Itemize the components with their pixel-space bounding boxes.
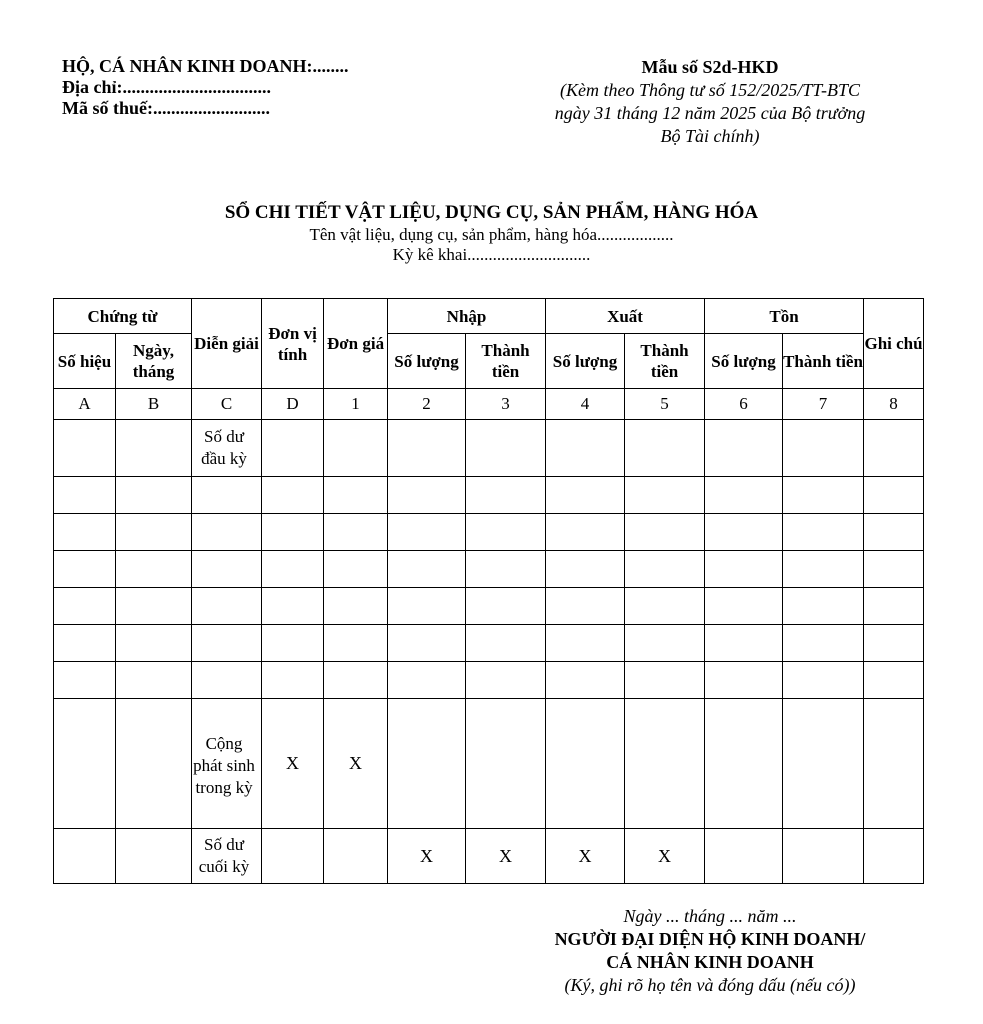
table-cell <box>783 477 864 514</box>
column-code: 8 <box>864 389 924 420</box>
table-cell <box>116 829 192 884</box>
header-out-amount: Thành tiền <box>625 334 705 389</box>
table-cell <box>783 588 864 625</box>
address-line: Địa chỉ:................................. <box>62 77 271 97</box>
table-row <box>54 514 924 551</box>
header-outbound: Xuất <box>546 299 705 334</box>
table-cell <box>466 420 546 477</box>
table-cell <box>783 829 864 884</box>
in-qty-x-mark: X <box>388 829 466 884</box>
header-row-2 <box>54 334 924 389</box>
table-cell <box>324 477 388 514</box>
table-cell <box>705 420 783 477</box>
table-cell <box>625 699 705 829</box>
header-out-qty: Số lượng <box>546 334 625 389</box>
table-cell <box>54 420 116 477</box>
header-stock-amount: Thành tiền <box>783 334 864 389</box>
table-cell <box>116 420 192 477</box>
header-inbound: Nhập <box>388 299 546 334</box>
table-cell <box>324 420 388 477</box>
table-cell <box>466 477 546 514</box>
table-cell <box>116 477 192 514</box>
table-cell <box>388 699 466 829</box>
column-code: 5 <box>625 389 705 420</box>
header-voucher-date: Ngày, tháng <box>116 334 192 389</box>
table-row <box>54 625 924 662</box>
table-cell <box>466 625 546 662</box>
table-cell <box>625 662 705 699</box>
table-row <box>54 588 924 625</box>
header-voucher: Chứng từ <box>54 299 192 334</box>
table-cell <box>192 551 262 588</box>
table-cell <box>783 514 864 551</box>
table-cell <box>546 551 625 588</box>
form-ref-line-3: Bộ Tài chính) <box>660 126 760 146</box>
header-description: Diễn giải <box>192 299 262 389</box>
table-cell <box>864 477 924 514</box>
unit-x-mark: X <box>262 699 324 829</box>
table-cell <box>192 588 262 625</box>
table-cell <box>116 662 192 699</box>
table-cell <box>466 514 546 551</box>
table-cell <box>466 699 546 829</box>
table-cell <box>262 477 324 514</box>
header-stock: Tồn <box>705 299 864 334</box>
column-code: 6 <box>705 389 783 420</box>
table-cell <box>262 514 324 551</box>
table-cell <box>705 699 783 829</box>
closing-balance-row <box>54 829 924 884</box>
table-cell <box>324 588 388 625</box>
table-cell <box>783 662 864 699</box>
table-cell <box>388 588 466 625</box>
closing-balance-label: Số dư cuối kỳ <box>192 829 262 884</box>
column-code: D <box>262 389 324 420</box>
table-cell <box>546 420 625 477</box>
price-x-mark: X <box>324 699 388 829</box>
table-cell <box>705 551 783 588</box>
form-number: Mẫu số S2d-HKD <box>641 57 779 77</box>
table-cell <box>625 477 705 514</box>
table-cell <box>864 829 924 884</box>
table-cell <box>546 477 625 514</box>
table-cell <box>54 829 116 884</box>
document-title-block <box>0 201 983 265</box>
table-cell <box>864 420 924 477</box>
period-total-row <box>54 699 924 829</box>
table-cell <box>783 551 864 588</box>
table-cell <box>262 829 324 884</box>
table-cell <box>864 699 924 829</box>
table-cell <box>116 551 192 588</box>
table-cell <box>262 420 324 477</box>
form-ref-line-2: ngày 31 tháng 12 năm 2025 của Bộ trưởng <box>554 103 866 123</box>
table-cell <box>783 625 864 662</box>
table-cell <box>324 551 388 588</box>
in-amount-x-mark: X <box>466 829 546 884</box>
table-cell <box>466 662 546 699</box>
column-code-row <box>54 389 924 420</box>
table-cell <box>192 625 262 662</box>
business-info <box>62 56 349 119</box>
table-cell <box>705 662 783 699</box>
table-cell <box>546 514 625 551</box>
table-cell <box>116 514 192 551</box>
table-cell <box>783 420 864 477</box>
form-reference <box>500 56 920 148</box>
out-qty-x-mark: X <box>546 829 625 884</box>
table-cell <box>324 662 388 699</box>
table-cell <box>388 551 466 588</box>
table-cell <box>116 625 192 662</box>
table-cell <box>625 420 705 477</box>
table-cell <box>388 625 466 662</box>
table-cell <box>262 551 324 588</box>
header-note: Ghi chú <box>864 299 924 389</box>
ledger-table <box>53 298 924 884</box>
table-cell <box>864 662 924 699</box>
header-in-qty: Số lượng <box>388 334 466 389</box>
table-row <box>54 662 924 699</box>
table-cell <box>705 829 783 884</box>
table-cell <box>864 625 924 662</box>
document-title: SỔ CHI TIẾT VẬT LIỆU, DỤNG CỤ, SẢN PHẨM, HÀNG HÓA <box>224 202 759 223</box>
table-cell <box>705 625 783 662</box>
table-cell <box>546 662 625 699</box>
column-code: 7 <box>783 389 864 420</box>
tax-code-line: Mã số thuế:.......................... <box>62 98 270 118</box>
table-cell <box>466 588 546 625</box>
table-cell <box>864 588 924 625</box>
table-cell <box>466 551 546 588</box>
table-cell <box>625 625 705 662</box>
table-cell <box>864 514 924 551</box>
column-code: 1 <box>324 389 388 420</box>
table-cell <box>192 662 262 699</box>
header-unit: Đơn vị tính <box>262 299 324 389</box>
table-cell <box>116 588 192 625</box>
form-ref-line-1: (Kèm theo Thông tư số 152/2025/TT-BTC <box>559 80 860 100</box>
table-cell <box>625 588 705 625</box>
table-cell <box>783 699 864 829</box>
table-cell <box>546 625 625 662</box>
period-line: Kỳ kê khai............................. <box>392 245 591 264</box>
signer-title-line-2: CÁ NHÂN KINH DOANH <box>606 952 814 972</box>
column-code: B <box>116 389 192 420</box>
column-code: C <box>192 389 262 420</box>
header-voucher-number: Số hiệu <box>54 334 116 389</box>
table-cell <box>54 588 116 625</box>
table-cell <box>262 588 324 625</box>
out-amount-x-mark: X <box>625 829 705 884</box>
opening-balance-row <box>54 420 924 477</box>
item-name-line: Tên vật liệu, dụng cụ, sản phẩm, hàng hóa.................. <box>309 225 674 244</box>
table-cell <box>388 514 466 551</box>
table-cell <box>705 514 783 551</box>
table-cell <box>625 551 705 588</box>
table-cell <box>388 662 466 699</box>
table-cell <box>262 625 324 662</box>
table-cell <box>54 699 116 829</box>
table-cell <box>546 699 625 829</box>
header-stock-qty: Số lượng <box>705 334 783 389</box>
header-row-1 <box>54 299 924 334</box>
table-cell <box>625 514 705 551</box>
table-cell <box>705 588 783 625</box>
table-cell <box>54 625 116 662</box>
table-cell <box>324 514 388 551</box>
table-cell <box>54 477 116 514</box>
header-unit-price: Đơn giá <box>324 299 388 389</box>
table-cell <box>192 477 262 514</box>
table-cell <box>262 662 324 699</box>
table-cell <box>54 551 116 588</box>
signer-title-line-1: NGƯỜI ĐẠI DIỆN HỘ KINH DOANH/ <box>554 929 866 949</box>
table-cell <box>324 625 388 662</box>
signature-block <box>510 905 910 997</box>
signature-instruction: (Ký, ghi rõ họ tên và đóng dấu (nếu có)) <box>564 975 856 995</box>
table-cell <box>388 477 466 514</box>
header-in-amount: Thành tiền <box>466 334 546 389</box>
column-code: 4 <box>546 389 625 420</box>
table-cell <box>54 514 116 551</box>
table-cell <box>546 588 625 625</box>
column-code: 2 <box>388 389 466 420</box>
table-cell <box>54 662 116 699</box>
opening-balance-label: Số dư đầu kỳ <box>192 420 262 477</box>
table-cell <box>705 477 783 514</box>
signature-date: Ngày ... tháng ... năm ... <box>623 906 797 926</box>
table-cell <box>116 699 192 829</box>
column-code: A <box>54 389 116 420</box>
table-cell <box>864 551 924 588</box>
period-total-label: Cộng phát sinh trong kỳ <box>192 699 262 829</box>
business-name-line: HỘ, CÁ NHÂN KINH DOANH:........ <box>62 56 349 76</box>
column-code: 3 <box>466 389 546 420</box>
table-cell <box>388 420 466 477</box>
table-cell <box>324 829 388 884</box>
table-row <box>54 551 924 588</box>
table-cell <box>192 514 262 551</box>
table-row <box>54 477 924 514</box>
